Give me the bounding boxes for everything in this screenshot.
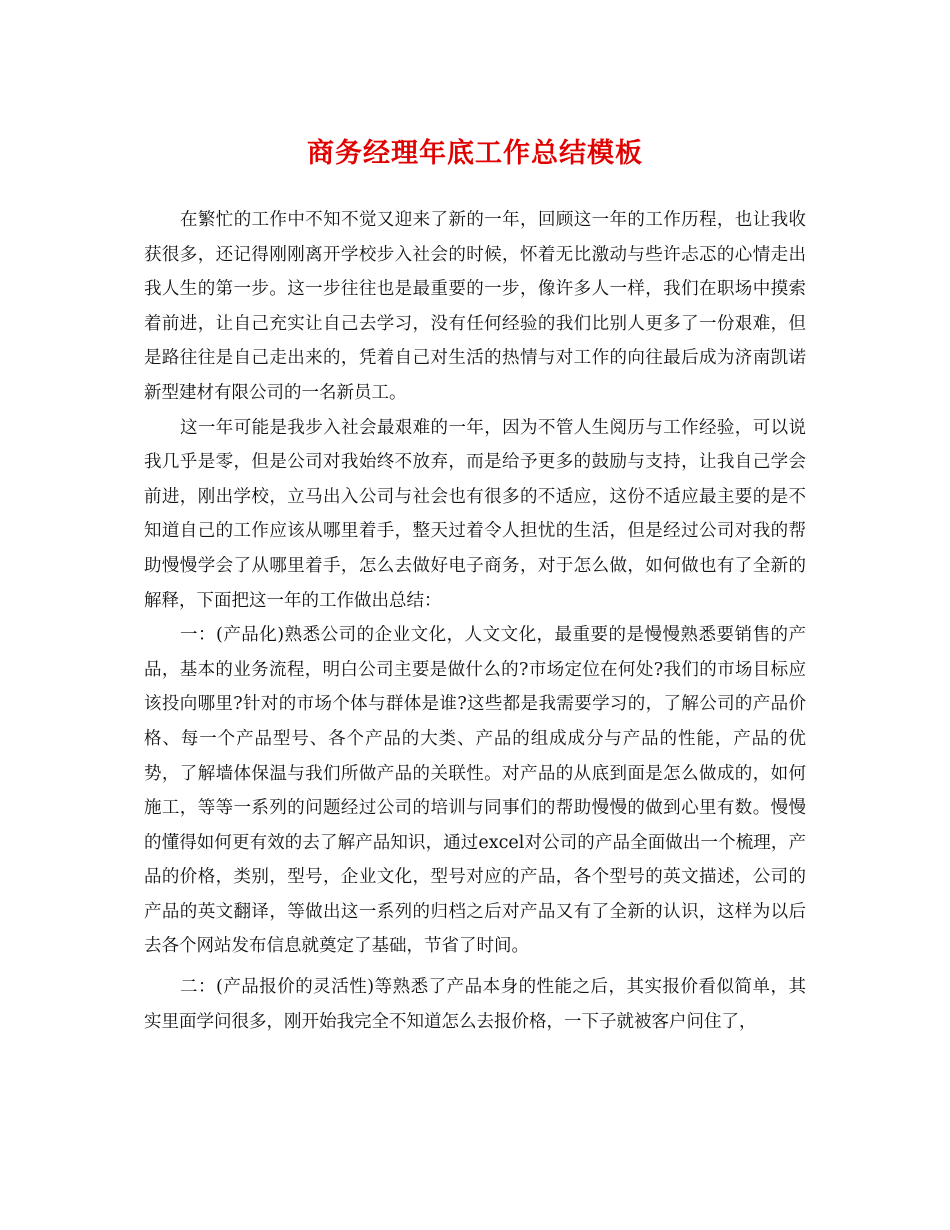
paragraph-product-knowledge: 一：(产品化)熟悉公司的企业文化，人文文化，最重要的是慢慢熟悉要销售的产品，基本的业务流程，明白公司主要是做什么的?市场定位在何处?我们的市场目标应该投向哪里?针对的市场个体与群体是谁?这些都是我需要学习的，了解公司的产品价格、每一个产品型号、各个产品的大类、产品的组成成分与产品的性能，产品的优势，了解墙体保温与我们所做产品的关联性。对产品的从底到面是怎么做成的，如何施工，等等一系列的问题经过公司的培训与同事们的帮助慢慢的做到心里有数。慢慢的懂得如何更有效的去了解产品知识，通过excel对公司的产品全面做出一个梳理，产品的价格，类别，型号，企业文化，型号对应的产品，各个型号的英文描述，公司的产品的英文翻译，等做出这一系列的归档之后对产品又有了全新的认识，这样为以后去各个网站发布信息就奠定了基础，节省了时间。 [144, 625, 806, 957]
document-body [144, 203, 806, 1039]
document-title: 商务经理年底工作总结模板 [307, 138, 643, 169]
paragraph-intro: 在繁忙的工作中不知不觉又迎来了新的一年，回顾这一年的工作历程，也让我收获很多，还记得刚刚离开学校步入社会的时候，怀着无比激动与些许忐忑的心情走出我人生的第一步。这一步往往也是最重要的一步，像许多人一样，我们在职场中摸索着前进，让自己充实让自己去学习，没有任何经验的我们比别人更多了一份艰难，但是路往往是自己走出来的，凭着自己对生活的热情与对工作的向往最后成为济南凯诺新型建材有限公司的一名新员工。 [144, 210, 806, 403]
paragraph-difficult-year: 这一年可能是我步入社会最艰难的一年，因为不管人生阅历与工作经验，可以说我几乎是零，但是公司对我始终不放弃，而是给予更多的鼓励与支持，让我自己学会前进，刚出学校，立马出入公司与社会也有很多的不适应，这份不适应最主要的是不知道自己的工作应该从哪里着手，整天过着令人担忧的生活，但是经过公司对我的帮助慢慢学会了从哪里着手，怎么去做好电子商务，对于怎么做，如何做也有了全新的解释，下面把这一年的工作做出总结： [144, 417, 806, 611]
paragraph-pricing-flexibility: 二：(产品报价的灵活性)等熟悉了产品本身的性能之后，其实报价看似简单，其实里面学问很多，刚开始我完全不知道怎么去报价格，一下子就被客户问住了， [144, 977, 806, 1032]
